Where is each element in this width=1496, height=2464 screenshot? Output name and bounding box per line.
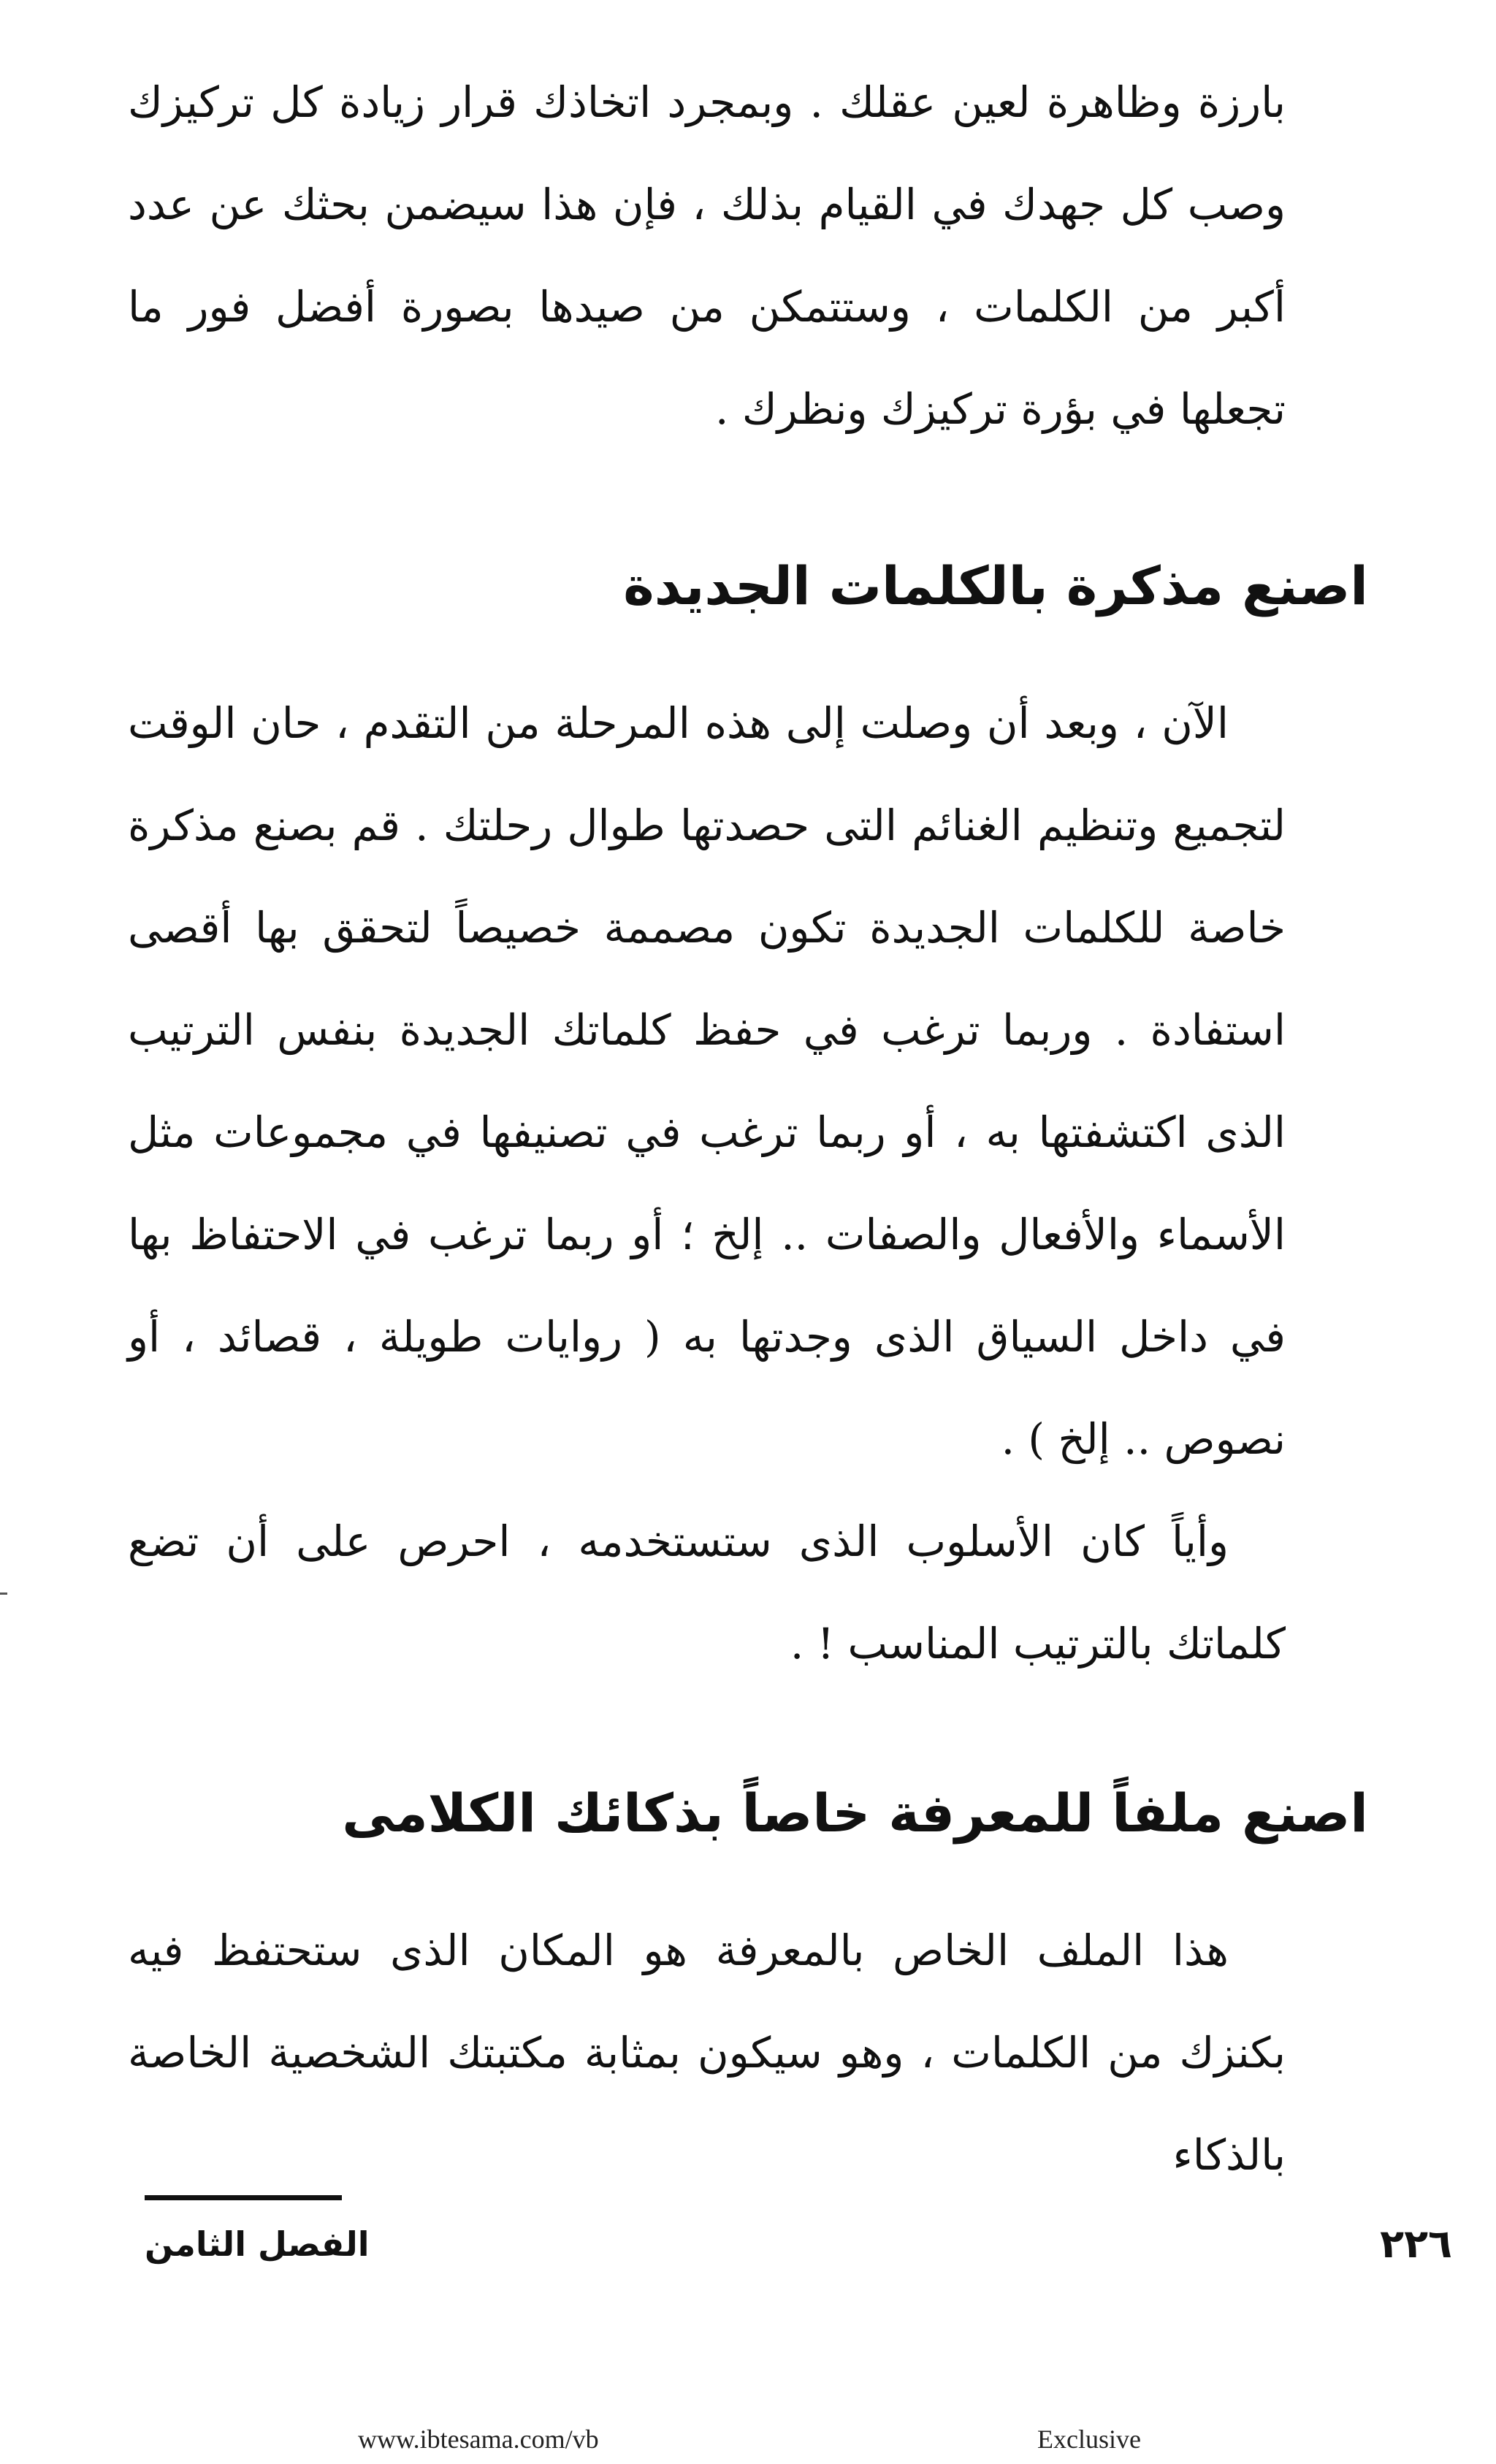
footer-divider: [145, 2195, 342, 2200]
section-1-paragraph-2: وأياً كان الأسلوب الذى ستستخدمه ، احرص على أن تضع كلماتك بالترتيب المناسب ! .: [128, 1517, 1286, 1668]
section-heading-knowledge-file: اصنع ملفاً للمعرفة خاصاً بذكائك الكلامى: [342, 1782, 1368, 1844]
section-2-body: [128, 1899, 1286, 2206]
section-2-paragraph-1: هذا الملف الخاص بالمعرفة هو المكان الذى ستحتفظ فيه بكنزك من الكلمات ، وهو سيكون بمثابة مكتبتك الشخصية الخاصة بالذكاء: [128, 1926, 1286, 2180]
watermark-exclusive: Exclusive: [1037, 2425, 1141, 2454]
section-heading-new-words-notebook: اصنع مذكرة بالكلمات الجديدة: [623, 555, 1368, 617]
scan-mark: [0, 1593, 7, 1595]
section-1-paragraph-1: الآن ، وبعد أن وصلت إلى هذه المرحلة من التقدم ، حان الوقت لتجميع وتنظيم الغنائم التى حصدتها طوال رحلتك . قم بصنع مذكرة خاصة للكلمات الجديدة تكون مصممة خصيصاً لتحقق بها أقصى استفادة . وربما ترغب في حفظ كلماتك الجديدة بنفس الترتيب الذى اكتشفتها به ، أو ربما ترغب في تصنيفها في مجموعات مثل الأسماء والأفعال والصفات .. إلخ ؛ أو ربما ترغب في الاحتفاظ بها في داخل السياق الذى وجدتها به ( روايات طويلة ، قصائد ، أو نصوص .. إلخ ) .: [128, 698, 1286, 1464]
chapter-label: الفصل الثامن: [145, 2224, 370, 2264]
section-1-body: [128, 672, 1286, 1695]
watermark-url: www.ibtesama.com/vb: [358, 2425, 599, 2454]
intro-paragraph: بارزة وظاهرة لعين عقلك . وبمجرد اتخاذك قرار زيادة كل تركيزك وصب كل جهدك في القيام بذلك ، فإن هذا سيضمن بحثك عن عدد أكبر من الكلمات ، وستتمكن من صيدها بصورة أفضل فور ما تجعلها في بؤرة تركيزك ونظرك .: [128, 77, 1286, 434]
intro-block: [128, 51, 1286, 460]
page-number: ٢٢٦: [1380, 2221, 1452, 2267]
